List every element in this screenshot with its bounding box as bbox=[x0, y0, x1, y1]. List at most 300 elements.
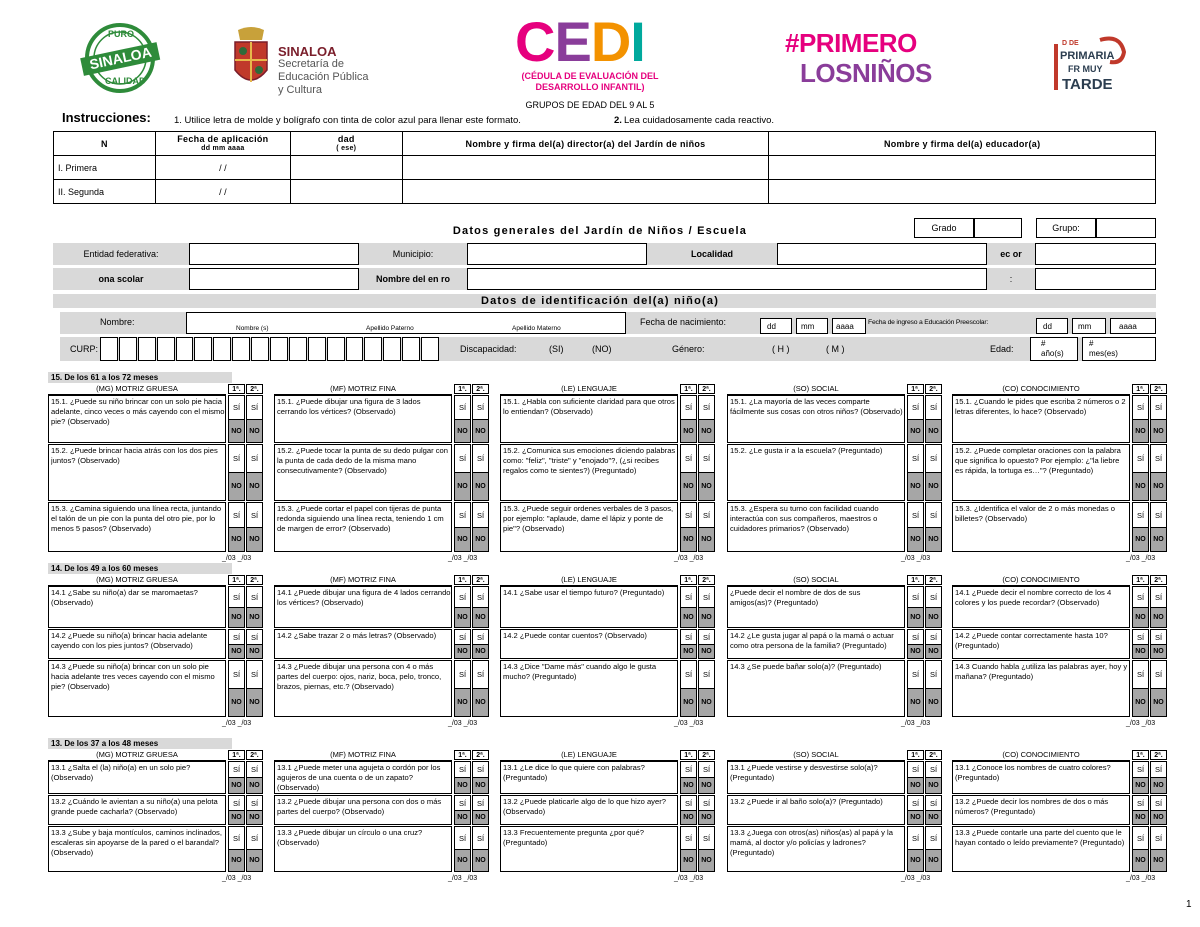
question-cell bbox=[500, 660, 678, 717]
primero-logo-line1: #PRIMERO bbox=[785, 28, 917, 58]
no-checkbox[interactable]: NO bbox=[472, 644, 489, 659]
discapacidad-no[interactable]: (NO) bbox=[592, 344, 612, 354]
edad-meses[interactable]: # mes(es) bbox=[1082, 337, 1156, 361]
si-checkbox[interactable]: SÍ bbox=[454, 444, 471, 473]
si-checkbox[interactable]: SÍ bbox=[680, 586, 697, 608]
si-checkbox[interactable]: SÍ bbox=[228, 629, 245, 645]
si-checkbox[interactable]: SÍ bbox=[925, 795, 942, 811]
no-checkbox[interactable]: NO bbox=[454, 607, 471, 628]
si-checkbox[interactable]: SÍ bbox=[907, 586, 924, 608]
si-checkbox[interactable]: SÍ bbox=[228, 761, 245, 778]
no-checkbox[interactable]: NO bbox=[680, 688, 697, 717]
si-checkbox[interactable]: SÍ bbox=[1132, 826, 1149, 850]
no-checkbox[interactable]: NO bbox=[698, 849, 715, 872]
no-checkbox[interactable]: NO bbox=[1132, 644, 1149, 659]
si-checkbox[interactable]: SÍ bbox=[907, 395, 924, 420]
no-checkbox[interactable]: NO bbox=[472, 810, 489, 825]
si-checkbox[interactable]: SÍ bbox=[228, 586, 245, 608]
app-2-header: 2ª. bbox=[472, 384, 489, 394]
si-checkbox[interactable]: SÍ bbox=[246, 586, 263, 608]
no-checkbox[interactable]: NO bbox=[228, 419, 245, 443]
row-segunda-date[interactable]: / / bbox=[155, 180, 290, 204]
no-checkbox[interactable]: NO bbox=[1150, 644, 1167, 659]
curp-char-box[interactable] bbox=[251, 337, 269, 361]
si-checkbox[interactable]: SÍ bbox=[472, 502, 489, 528]
si-checkbox[interactable]: SÍ bbox=[907, 629, 924, 645]
fecha-ingreso-aaaa[interactable]: aaaa bbox=[1110, 318, 1156, 334]
no-checkbox[interactable]: NO bbox=[472, 688, 489, 717]
sinaloa-coat-of-arms bbox=[232, 26, 270, 92]
paterno-sub: Apellido Paterno bbox=[366, 325, 414, 332]
si-checkbox[interactable]: SÍ bbox=[925, 826, 942, 850]
no-checkbox[interactable]: NO bbox=[472, 472, 489, 501]
si-checkbox[interactable]: SÍ bbox=[698, 795, 715, 811]
row-segunda-edad[interactable] bbox=[290, 180, 402, 204]
si-checkbox[interactable]: SÍ bbox=[907, 761, 924, 778]
grupo-label: Grupo: bbox=[1036, 218, 1096, 238]
app-1-header: 1ª. bbox=[680, 384, 697, 394]
si-checkbox[interactable]: SÍ bbox=[1132, 761, 1149, 778]
no-checkbox[interactable]: NO bbox=[472, 607, 489, 628]
no-checkbox[interactable]: NO bbox=[1132, 472, 1149, 501]
fecha-nac-dd[interactable]: dd bbox=[760, 318, 792, 334]
row-segunda-label: II. Segunda bbox=[54, 180, 156, 204]
area-header: (SO) SOCIAL bbox=[727, 575, 905, 586]
age-group: GRUPOS DE EDAD DEL 9 AL 5 bbox=[525, 100, 655, 110]
si-checkbox[interactable]: SÍ bbox=[925, 629, 942, 645]
curp-char-box[interactable] bbox=[421, 337, 439, 361]
fecha-ingreso-mm[interactable]: mm bbox=[1072, 318, 1106, 334]
si-checkbox[interactable]: SÍ bbox=[1150, 395, 1167, 420]
si-checkbox[interactable]: SÍ bbox=[246, 502, 263, 528]
question-text: 15.3. ¿Espera su turno con facilidad cuando interactúa con sus compañeros, maestros o cuidadores primarios? (Observado) bbox=[730, 504, 879, 533]
curp-char-box[interactable] bbox=[194, 337, 212, 361]
zona-field[interactable] bbox=[189, 268, 359, 290]
no-checkbox[interactable]: NO bbox=[454, 810, 471, 825]
no-checkbox[interactable]: NO bbox=[454, 777, 471, 794]
si-checkbox[interactable]: SÍ bbox=[680, 660, 697, 689]
no-checkbox[interactable]: NO bbox=[680, 810, 697, 825]
si-checkbox[interactable]: SÍ bbox=[1132, 502, 1149, 528]
no-checkbox[interactable]: NO bbox=[1150, 810, 1167, 825]
sep-line-2: Educación Pública bbox=[278, 71, 369, 83]
fecha-ingreso-dd[interactable]: dd bbox=[1036, 318, 1068, 334]
no-checkbox[interactable]: NO bbox=[925, 527, 942, 552]
no-checkbox[interactable]: NO bbox=[1150, 419, 1167, 443]
block-score: _/03 _/03 bbox=[674, 875, 704, 882]
si-checkbox[interactable]: SÍ bbox=[680, 444, 697, 473]
question-text: 15.1. ¿Puede dibujar una figura de 3 lados cerrando los vértices? (Observado) bbox=[277, 397, 421, 416]
fecha-nac-mm[interactable]: mm bbox=[796, 318, 828, 334]
question-text: 13.1 ¿Salta el (la) niño(a) en un solo pie? (Observado) bbox=[51, 763, 191, 782]
block-score: _/03 _/03 bbox=[674, 555, 704, 562]
question-text: 13.3 ¿Puede dibujar un círculo o una cruz? (Observado) bbox=[277, 828, 423, 847]
question-cell bbox=[727, 826, 905, 872]
cedi-sub-1: (CÉDULA DE EVALUACIÓN DEL bbox=[521, 71, 659, 81]
si-checkbox[interactable]: SÍ bbox=[907, 660, 924, 689]
si-checkbox[interactable]: SÍ bbox=[246, 795, 263, 811]
si-checkbox[interactable]: SÍ bbox=[228, 660, 245, 689]
si-checkbox[interactable]: SÍ bbox=[472, 629, 489, 645]
curp-char-box[interactable] bbox=[364, 337, 382, 361]
si-checkbox[interactable]: SÍ bbox=[246, 660, 263, 689]
no-checkbox[interactable]: NO bbox=[680, 527, 697, 552]
no-checkbox[interactable]: NO bbox=[1132, 810, 1149, 825]
block-score: _/03 _/03 bbox=[222, 875, 252, 882]
si-checkbox[interactable]: SÍ bbox=[454, 826, 471, 850]
si-checkbox[interactable]: SÍ bbox=[907, 502, 924, 528]
no-checkbox[interactable]: NO bbox=[454, 419, 471, 443]
question-cell bbox=[727, 395, 905, 443]
no-checkbox[interactable]: NO bbox=[698, 472, 715, 501]
no-checkbox[interactable]: NO bbox=[454, 472, 471, 501]
no-checkbox[interactable]: NO bbox=[1132, 419, 1149, 443]
question-text: 15.2. ¿Puede completar oraciones con la palabra que significa lo opuesto? Por ejemplo: ¿"la liebre es rápida, la tortuga es…"? (Preguntado) bbox=[955, 446, 1121, 475]
si-checkbox[interactable]: SÍ bbox=[472, 826, 489, 850]
si-checkbox[interactable]: SÍ bbox=[925, 660, 942, 689]
no-checkbox[interactable]: NO bbox=[925, 644, 942, 659]
row-primera-edad[interactable] bbox=[290, 156, 402, 180]
block-score: _/03 _/03 bbox=[901, 875, 931, 882]
no-checkbox[interactable]: NO bbox=[472, 419, 489, 443]
si-checkbox[interactable]: SÍ bbox=[925, 502, 942, 528]
no-checkbox[interactable]: NO bbox=[907, 849, 924, 872]
app-1-header: 1ª. bbox=[454, 384, 471, 394]
no-checkbox[interactable]: NO bbox=[228, 644, 245, 659]
curp-char-box[interactable] bbox=[213, 337, 231, 361]
question-text: 13.1 ¿Conoce los nombres de cuatro colores? (Preguntado) bbox=[955, 763, 1111, 782]
block-score: _/03 _/03 bbox=[222, 720, 252, 727]
si-checkbox[interactable]: SÍ bbox=[246, 395, 263, 420]
app-1-header: 1ª. bbox=[1132, 750, 1149, 760]
si-checkbox[interactable]: SÍ bbox=[472, 761, 489, 778]
no-checkbox[interactable]: NO bbox=[925, 810, 942, 825]
no-checkbox[interactable]: NO bbox=[1150, 777, 1167, 794]
no-checkbox[interactable]: NO bbox=[680, 472, 697, 501]
app-2-header: 2ª. bbox=[1150, 750, 1167, 760]
question-cell bbox=[48, 826, 226, 872]
si-checkbox[interactable]: SÍ bbox=[246, 444, 263, 473]
si-checkbox[interactable]: SÍ bbox=[680, 795, 697, 811]
no-checkbox[interactable]: NO bbox=[246, 644, 263, 659]
no-checkbox[interactable]: NO bbox=[1132, 777, 1149, 794]
no-checkbox[interactable]: NO bbox=[1150, 849, 1167, 872]
no-checkbox[interactable]: NO bbox=[228, 849, 245, 872]
no-checkbox[interactable]: NO bbox=[246, 849, 263, 872]
si-checkbox[interactable]: SÍ bbox=[698, 395, 715, 420]
localidad-field[interactable] bbox=[777, 243, 987, 265]
discapacidad-si[interactable]: (SI) bbox=[549, 344, 564, 354]
si-checkbox[interactable]: SÍ bbox=[907, 826, 924, 850]
no-checkbox[interactable]: NO bbox=[680, 644, 697, 659]
si-checkbox[interactable]: SÍ bbox=[1150, 761, 1167, 778]
curp-char-box[interactable] bbox=[100, 337, 118, 361]
row-primera-date[interactable]: / / bbox=[155, 156, 290, 180]
question-cell bbox=[500, 629, 678, 659]
si-checkbox[interactable]: SÍ bbox=[1132, 395, 1149, 420]
curp-char-box[interactable] bbox=[383, 337, 401, 361]
si-checkbox[interactable]: SÍ bbox=[228, 502, 245, 528]
question-cell bbox=[48, 586, 226, 628]
no-checkbox[interactable]: NO bbox=[698, 527, 715, 552]
page-number: 1 bbox=[1186, 899, 1192, 910]
no-checkbox[interactable]: NO bbox=[698, 419, 715, 443]
si-checkbox[interactable]: SÍ bbox=[698, 629, 715, 645]
no-checkbox[interactable]: NO bbox=[246, 419, 263, 443]
curp-label: CURP: bbox=[70, 344, 99, 354]
block-score: _/03 _/03 bbox=[674, 720, 704, 727]
no-checkbox[interactable]: NO bbox=[228, 527, 245, 552]
si-checkbox[interactable]: SÍ bbox=[1132, 629, 1149, 645]
no-checkbox[interactable]: NO bbox=[907, 472, 924, 501]
no-checkbox[interactable]: NO bbox=[1150, 688, 1167, 717]
si-checkbox[interactable]: SÍ bbox=[472, 395, 489, 420]
no-checkbox[interactable]: NO bbox=[454, 644, 471, 659]
municipio-field[interactable] bbox=[467, 243, 647, 265]
block-title: 15. De los 61 a los 72 meses bbox=[48, 372, 232, 383]
row-primera-director[interactable] bbox=[402, 156, 769, 180]
app-1-header: 1ª. bbox=[228, 750, 245, 760]
no-checkbox[interactable]: NO bbox=[907, 527, 924, 552]
no-checkbox[interactable]: NO bbox=[246, 688, 263, 717]
area-header: (LE) LENGUAJE bbox=[500, 384, 678, 395]
seal-mid: SINALOA bbox=[88, 43, 153, 73]
block-title: 13. De los 37 a los 48 meses bbox=[48, 738, 232, 749]
no-checkbox[interactable]: NO bbox=[925, 607, 942, 628]
instruction-2: Lea cuidadosamente cada reactivo. bbox=[624, 115, 774, 126]
si-checkbox[interactable]: SÍ bbox=[1150, 826, 1167, 850]
curp-boxes[interactable] bbox=[100, 337, 440, 361]
si-checkbox[interactable]: SÍ bbox=[907, 795, 924, 811]
no-checkbox[interactable]: NO bbox=[228, 810, 245, 825]
no-checkbox[interactable]: NO bbox=[925, 777, 942, 794]
no-checkbox[interactable]: NO bbox=[925, 419, 942, 443]
app-1-header: 1ª. bbox=[907, 750, 924, 760]
curp-char-box[interactable] bbox=[346, 337, 364, 361]
no-checkbox[interactable]: NO bbox=[680, 419, 697, 443]
question-text: 14.2 ¿Sabe trazar 2 o más letras? (Observado) bbox=[277, 631, 437, 640]
row-primera-educador[interactable] bbox=[769, 156, 1156, 180]
no-checkbox[interactable]: NO bbox=[1132, 527, 1149, 552]
no-checkbox[interactable]: NO bbox=[698, 810, 715, 825]
si-checkbox[interactable]: SÍ bbox=[246, 826, 263, 850]
question-cell bbox=[500, 395, 678, 443]
si-checkbox[interactable]: SÍ bbox=[698, 826, 715, 850]
si-checkbox[interactable]: SÍ bbox=[228, 395, 245, 420]
no-checkbox[interactable]: NO bbox=[680, 607, 697, 628]
materno-sub: Apellido Materno bbox=[512, 325, 561, 332]
no-checkbox[interactable]: NO bbox=[454, 849, 471, 872]
question-text: 13.2 ¿Cuándo le avientan a su niño(a) una pelota grande puede cacharla? (Observado) bbox=[51, 797, 218, 816]
si-checkbox[interactable]: SÍ bbox=[1132, 795, 1149, 811]
row-segunda-educador[interactable] bbox=[769, 180, 1156, 204]
si-checkbox[interactable]: SÍ bbox=[454, 629, 471, 645]
si-checkbox[interactable]: SÍ bbox=[1132, 444, 1149, 473]
no-checkbox[interactable]: NO bbox=[228, 472, 245, 501]
app-1-header: 1ª. bbox=[1132, 384, 1149, 394]
grupo-field[interactable] bbox=[1096, 218, 1156, 238]
si-checkbox[interactable]: SÍ bbox=[454, 795, 471, 811]
si-checkbox[interactable]: SÍ bbox=[228, 826, 245, 850]
app-1-header: 1ª. bbox=[228, 575, 245, 585]
block-score: _/03 _/03 bbox=[1126, 555, 1156, 562]
no-checkbox[interactable]: NO bbox=[246, 810, 263, 825]
si-checkbox[interactable]: SÍ bbox=[698, 502, 715, 528]
si-checkbox[interactable]: SÍ bbox=[246, 761, 263, 778]
no-checkbox[interactable]: NO bbox=[1150, 527, 1167, 552]
sector-field[interactable] bbox=[1035, 243, 1156, 265]
entidad-label: Entidad federativa: bbox=[83, 249, 159, 259]
si-checkbox[interactable]: SÍ bbox=[680, 826, 697, 850]
si-checkbox[interactable]: SÍ bbox=[454, 761, 471, 778]
question-cell bbox=[952, 660, 1130, 717]
si-checkbox[interactable]: SÍ bbox=[925, 444, 942, 473]
curp-char-box[interactable] bbox=[232, 337, 250, 361]
no-checkbox[interactable]: NO bbox=[1150, 607, 1167, 628]
question-cell bbox=[500, 826, 678, 872]
si-checkbox[interactable]: SÍ bbox=[698, 586, 715, 608]
area-header: (CO) CONOCIMIENTO bbox=[952, 750, 1130, 761]
curp-char-box[interactable] bbox=[327, 337, 345, 361]
si-checkbox[interactable]: SÍ bbox=[680, 629, 697, 645]
si-checkbox[interactable]: SÍ bbox=[454, 660, 471, 689]
no-checkbox[interactable]: NO bbox=[472, 849, 489, 872]
question-cell bbox=[727, 629, 905, 659]
curp-char-box[interactable] bbox=[270, 337, 288, 361]
no-checkbox[interactable]: NO bbox=[1150, 472, 1167, 501]
si-checkbox[interactable]: SÍ bbox=[680, 502, 697, 528]
si-checkbox[interactable]: SÍ bbox=[472, 586, 489, 608]
si-checkbox[interactable]: SÍ bbox=[907, 444, 924, 473]
no-checkbox[interactable]: NO bbox=[228, 688, 245, 717]
no-checkbox[interactable]: NO bbox=[907, 419, 924, 443]
no-checkbox[interactable]: NO bbox=[698, 688, 715, 717]
si-checkbox[interactable]: SÍ bbox=[472, 660, 489, 689]
col-fecha: Fecha de aplicación dd mm aaaa bbox=[155, 132, 290, 156]
si-checkbox[interactable]: SÍ bbox=[698, 660, 715, 689]
curp-char-box[interactable] bbox=[289, 337, 307, 361]
si-checkbox[interactable]: SÍ bbox=[228, 795, 245, 811]
si-checkbox[interactable]: SÍ bbox=[1150, 795, 1167, 811]
si-checkbox[interactable]: SÍ bbox=[680, 761, 697, 778]
no-checkbox[interactable]: NO bbox=[925, 472, 942, 501]
no-checkbox[interactable]: NO bbox=[907, 777, 924, 794]
question-cell bbox=[48, 795, 226, 825]
area-header: (CO) CONOCIMIENTO bbox=[952, 384, 1130, 395]
edad-label: Edad: bbox=[990, 344, 1014, 354]
no-checkbox[interactable]: NO bbox=[1132, 688, 1149, 717]
si-checkbox[interactable]: SÍ bbox=[228, 444, 245, 473]
edad-anos[interactable]: # año(s) bbox=[1030, 337, 1078, 361]
question-text: 14.3 Cuando habla ¿utiliza las palabras ayer, hoy y mañana? (Preguntado) bbox=[955, 662, 1128, 681]
si-checkbox[interactable]: SÍ bbox=[472, 795, 489, 811]
si-checkbox[interactable]: SÍ bbox=[472, 444, 489, 473]
no-checkbox[interactable]: NO bbox=[228, 777, 245, 794]
fecha-nac-aaaa[interactable]: aaaa bbox=[832, 318, 866, 334]
no-checkbox[interactable]: NO bbox=[698, 777, 715, 794]
si-checkbox[interactable]: SÍ bbox=[925, 586, 942, 608]
tarde-logo bbox=[1050, 34, 1130, 104]
no-checkbox[interactable]: NO bbox=[454, 688, 471, 717]
curp-char-box[interactable] bbox=[157, 337, 175, 361]
si-checkbox[interactable]: SÍ bbox=[1150, 629, 1167, 645]
si-checkbox[interactable]: SÍ bbox=[1150, 444, 1167, 473]
row-primera-label: I. Primera bbox=[54, 156, 156, 180]
no-checkbox[interactable]: NO bbox=[925, 849, 942, 872]
question-text: 15.2. ¿Puede brincar hacia atrás con los dos pies juntos? (Observado) bbox=[51, 446, 218, 465]
grado-field[interactable] bbox=[974, 218, 1022, 238]
si-checkbox[interactable]: SÍ bbox=[454, 502, 471, 528]
curp-char-box[interactable] bbox=[119, 337, 137, 361]
si-checkbox[interactable]: SÍ bbox=[246, 629, 263, 645]
entidad-field[interactable] bbox=[189, 243, 359, 265]
question-text: 13.2 ¿Puede platicarle algo de lo que hizo ayer? (Observado) bbox=[503, 797, 666, 816]
si-checkbox[interactable]: SÍ bbox=[1132, 586, 1149, 608]
no-checkbox[interactable]: NO bbox=[1132, 607, 1149, 628]
block-score: _/03 _/03 bbox=[222, 555, 252, 562]
si-checkbox[interactable]: SÍ bbox=[925, 395, 942, 420]
no-checkbox[interactable]: NO bbox=[246, 527, 263, 552]
no-checkbox[interactable]: NO bbox=[907, 688, 924, 717]
question-text: 13.3 ¿Sube y baja montículos, caminos inclinados, escaleras sin apoyarse de la pared o el barandal? (Observado) bbox=[51, 828, 222, 857]
question-text: 14.2 ¿Puede su niño(a) brincar hacia adelante cayendo con los pies juntos? (Observado) bbox=[51, 631, 208, 650]
area-header: (SO) SOCIAL bbox=[727, 384, 905, 395]
no-checkbox[interactable]: NO bbox=[246, 607, 263, 628]
si-checkbox[interactable]: SÍ bbox=[698, 444, 715, 473]
no-checkbox[interactable]: NO bbox=[472, 777, 489, 794]
no-checkbox[interactable]: NO bbox=[698, 607, 715, 628]
no-checkbox[interactable]: NO bbox=[680, 849, 697, 872]
no-checkbox[interactable]: NO bbox=[907, 644, 924, 659]
no-checkbox[interactable]: NO bbox=[1132, 849, 1149, 872]
discapacidad-label: Discapacidad: bbox=[460, 344, 517, 354]
row-segunda-director[interactable] bbox=[402, 180, 769, 204]
curp-char-box[interactable] bbox=[138, 337, 156, 361]
no-checkbox[interactable]: NO bbox=[907, 607, 924, 628]
question-cell bbox=[274, 795, 452, 825]
genero-h[interactable]: ( H ) bbox=[772, 344, 790, 354]
no-checkbox[interactable]: NO bbox=[472, 527, 489, 552]
si-checkbox[interactable]: SÍ bbox=[1150, 586, 1167, 608]
no-checkbox[interactable]: NO bbox=[228, 607, 245, 628]
genero-m[interactable]: ( M ) bbox=[826, 344, 845, 354]
curp-char-box[interactable] bbox=[176, 337, 194, 361]
no-checkbox[interactable]: NO bbox=[907, 810, 924, 825]
si-checkbox[interactable]: SÍ bbox=[1150, 660, 1167, 689]
si-checkbox[interactable]: SÍ bbox=[698, 761, 715, 778]
app-2-header: 2ª. bbox=[1150, 575, 1167, 585]
no-checkbox[interactable]: NO bbox=[246, 777, 263, 794]
question-text: 14.1 ¿Puede decir el nombre correcto de los 4 colores y los puede recordar? (Observado) bbox=[955, 588, 1112, 607]
si-checkbox[interactable]: SÍ bbox=[680, 395, 697, 420]
no-checkbox[interactable]: NO bbox=[680, 777, 697, 794]
curp-char-box[interactable] bbox=[402, 337, 420, 361]
si-checkbox[interactable]: SÍ bbox=[454, 395, 471, 420]
question-cell bbox=[48, 629, 226, 659]
no-checkbox[interactable]: NO bbox=[246, 472, 263, 501]
question-text: 15.3. ¿Identifica el valor de 2 o más monedas o billetes? (Observado) bbox=[955, 504, 1115, 523]
si-checkbox[interactable]: SÍ bbox=[454, 586, 471, 608]
si-checkbox[interactable]: SÍ bbox=[1150, 502, 1167, 528]
nombre-centro-field[interactable] bbox=[467, 268, 987, 290]
curp-char-box[interactable] bbox=[308, 337, 326, 361]
si-checkbox[interactable]: SÍ bbox=[1132, 660, 1149, 689]
si-checkbox[interactable]: SÍ bbox=[925, 761, 942, 778]
no-checkbox[interactable]: NO bbox=[454, 527, 471, 552]
no-checkbox[interactable]: NO bbox=[925, 688, 942, 717]
cct-field[interactable] bbox=[1035, 268, 1156, 290]
no-checkbox[interactable]: NO bbox=[698, 644, 715, 659]
